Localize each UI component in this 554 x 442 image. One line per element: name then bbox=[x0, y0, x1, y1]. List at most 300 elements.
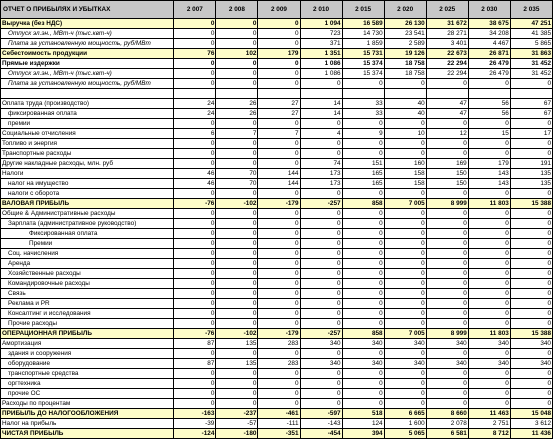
value-cell[interactable] bbox=[300, 89, 342, 99]
value-cell[interactable]: 26 479 bbox=[468, 59, 510, 69]
value-cell[interactable]: 0 bbox=[426, 319, 468, 329]
value-cell[interactable]: 0 bbox=[174, 209, 216, 219]
value-cell[interactable]: 0 bbox=[510, 189, 552, 199]
value-cell[interactable]: 0 bbox=[342, 369, 384, 379]
value-cell[interactable]: 1 094 bbox=[300, 19, 342, 29]
value-cell[interactable]: 0 bbox=[216, 259, 258, 269]
value-cell[interactable]: 4 467 bbox=[468, 39, 510, 49]
value-cell[interactable]: -76 bbox=[174, 199, 216, 209]
value-cell[interactable]: 0 bbox=[510, 389, 552, 399]
value-cell[interactable]: 0 bbox=[258, 139, 300, 149]
value-cell[interactable]: 0 bbox=[258, 389, 300, 399]
value-cell[interactable]: 0 bbox=[342, 389, 384, 399]
value-cell[interactable]: 15 374 bbox=[342, 59, 384, 69]
table-row[interactable] bbox=[1, 119, 553, 129]
value-cell[interactable]: 0 bbox=[468, 309, 510, 319]
value-cell[interactable]: 144 bbox=[258, 179, 300, 189]
value-cell[interactable]: 340 bbox=[510, 339, 552, 349]
value-cell[interactable]: 26 479 bbox=[468, 69, 510, 79]
value-cell[interactable]: 74 bbox=[300, 159, 342, 169]
value-cell[interactable]: 0 bbox=[216, 289, 258, 299]
value-cell[interactable] bbox=[342, 89, 384, 99]
value-cell[interactable]: 340 bbox=[468, 339, 510, 349]
value-cell[interactable]: 0 bbox=[216, 379, 258, 389]
value-cell[interactable]: 0 bbox=[426, 369, 468, 379]
value-cell[interactable]: 0 bbox=[300, 249, 342, 259]
value-cell[interactable]: 0 bbox=[174, 389, 216, 399]
value-cell[interactable]: 0 bbox=[468, 259, 510, 269]
value-cell[interactable]: 87 bbox=[174, 359, 216, 369]
value-cell[interactable]: 0 bbox=[258, 299, 300, 309]
value-cell[interactable]: 0 bbox=[300, 369, 342, 379]
value-cell[interactable]: 0 bbox=[342, 79, 384, 89]
value-cell[interactable]: 8 999 bbox=[426, 329, 468, 339]
value-cell[interactable]: 0 bbox=[426, 399, 468, 409]
value-cell[interactable]: 340 bbox=[384, 359, 426, 369]
value-cell[interactable]: 11 803 bbox=[468, 329, 510, 339]
value-cell[interactable]: 3 612 bbox=[510, 419, 552, 429]
value-cell[interactable]: 0 bbox=[216, 79, 258, 89]
table-row[interactable] bbox=[1, 349, 553, 359]
value-cell[interactable]: 0 bbox=[384, 229, 426, 239]
value-cell[interactable]: -111 bbox=[258, 419, 300, 429]
value-cell[interactable]: 14 bbox=[300, 109, 342, 119]
value-cell[interactable]: 23 541 bbox=[384, 29, 426, 39]
value-cell[interactable] bbox=[384, 89, 426, 99]
value-cell[interactable]: 0 bbox=[300, 299, 342, 309]
value-cell[interactable]: 0 bbox=[258, 149, 300, 159]
value-cell[interactable]: -102 bbox=[216, 329, 258, 339]
value-cell[interactable]: 0 bbox=[216, 239, 258, 249]
value-cell[interactable]: 15 731 bbox=[342, 49, 384, 59]
value-cell[interactable]: 0 bbox=[216, 369, 258, 379]
value-cell[interactable]: 143 bbox=[468, 169, 510, 179]
table-row[interactable] bbox=[1, 429, 553, 439]
value-cell[interactable]: 5 865 bbox=[510, 39, 552, 49]
value-cell[interactable]: 124 bbox=[342, 419, 384, 429]
value-cell[interactable]: -454 bbox=[300, 429, 342, 439]
value-cell[interactable]: 0 bbox=[510, 289, 552, 299]
value-cell[interactable]: 15 388 bbox=[510, 329, 552, 339]
value-cell[interactable]: 0 bbox=[342, 189, 384, 199]
value-cell[interactable]: 0 bbox=[174, 379, 216, 389]
value-cell[interactable]: 340 bbox=[468, 359, 510, 369]
value-cell[interactable]: 858 bbox=[342, 199, 384, 209]
value-cell[interactable]: 135 bbox=[216, 359, 258, 369]
table-row[interactable] bbox=[1, 409, 553, 419]
value-cell[interactable]: 0 bbox=[426, 229, 468, 239]
value-cell[interactable]: 143 bbox=[468, 179, 510, 189]
value-cell[interactable]: 0 bbox=[174, 19, 216, 29]
table-row[interactable] bbox=[1, 389, 553, 399]
value-cell[interactable]: 0 bbox=[510, 149, 552, 159]
value-cell[interactable]: 0 bbox=[468, 379, 510, 389]
value-cell[interactable] bbox=[426, 89, 468, 99]
value-cell[interactable]: 0 bbox=[216, 349, 258, 359]
table-row[interactable] bbox=[1, 159, 553, 169]
value-cell[interactable]: 56 bbox=[468, 99, 510, 109]
value-cell[interactable]: 0 bbox=[216, 389, 258, 399]
table-row[interactable] bbox=[1, 139, 553, 149]
value-cell[interactable]: 0 bbox=[384, 369, 426, 379]
value-cell[interactable]: 0 bbox=[426, 379, 468, 389]
value-cell[interactable]: 1 600 bbox=[384, 419, 426, 429]
value-cell[interactable]: 0 bbox=[342, 269, 384, 279]
value-cell[interactable]: 0 bbox=[468, 209, 510, 219]
value-cell[interactable]: 33 bbox=[342, 99, 384, 109]
value-cell[interactable]: 0 bbox=[174, 299, 216, 309]
value-cell[interactable]: 14 bbox=[300, 99, 342, 109]
value-cell[interactable]: 0 bbox=[384, 389, 426, 399]
value-cell[interactable]: 0 bbox=[510, 299, 552, 309]
value-cell[interactable]: 0 bbox=[510, 309, 552, 319]
value-cell[interactable]: 22 294 bbox=[426, 69, 468, 79]
table-row[interactable] bbox=[1, 309, 553, 319]
value-cell[interactable]: 0 bbox=[258, 59, 300, 69]
value-cell[interactable]: 2 589 bbox=[384, 39, 426, 49]
value-cell[interactable]: 0 bbox=[300, 279, 342, 289]
value-cell[interactable]: 1 086 bbox=[300, 59, 342, 69]
value-cell[interactable]: 0 bbox=[342, 219, 384, 229]
value-cell[interactable]: 0 bbox=[468, 139, 510, 149]
value-cell[interactable]: 340 bbox=[300, 339, 342, 349]
value-cell[interactable]: 0 bbox=[510, 229, 552, 239]
value-cell[interactable]: 0 bbox=[384, 219, 426, 229]
value-cell[interactable]: 160 bbox=[384, 159, 426, 169]
value-cell[interactable]: 15 388 bbox=[510, 199, 552, 209]
value-cell[interactable]: 0 bbox=[468, 79, 510, 89]
value-cell[interactable]: 24 bbox=[174, 99, 216, 109]
value-cell[interactable]: 0 bbox=[216, 159, 258, 169]
value-cell[interactable]: 340 bbox=[384, 339, 426, 349]
table-row[interactable] bbox=[1, 29, 553, 39]
value-cell[interactable]: 5 065 bbox=[384, 429, 426, 439]
value-cell[interactable]: 340 bbox=[426, 339, 468, 349]
value-cell[interactable]: 173 bbox=[300, 179, 342, 189]
value-cell[interactable]: 17 bbox=[510, 129, 552, 139]
value-cell[interactable]: 394 bbox=[342, 429, 384, 439]
value-cell[interactable]: 0 bbox=[258, 319, 300, 329]
value-cell[interactable]: 40 bbox=[384, 99, 426, 109]
table-row[interactable] bbox=[1, 419, 553, 429]
value-cell[interactable]: 158 bbox=[384, 169, 426, 179]
value-cell[interactable]: -237 bbox=[216, 409, 258, 419]
value-cell[interactable]: 47 bbox=[426, 99, 468, 109]
value-cell[interactable]: 26 bbox=[216, 99, 258, 109]
value-cell[interactable]: -124 bbox=[174, 429, 216, 439]
value-cell[interactable]: 0 bbox=[342, 289, 384, 299]
value-cell[interactable]: 0 bbox=[426, 219, 468, 229]
value-cell[interactable]: 46 bbox=[174, 169, 216, 179]
value-cell[interactable]: 0 bbox=[468, 299, 510, 309]
value-cell[interactable]: 7 bbox=[216, 129, 258, 139]
value-cell[interactable]: 0 bbox=[216, 119, 258, 129]
value-cell[interactable]: 0 bbox=[174, 189, 216, 199]
value-cell[interactable]: 0 bbox=[468, 119, 510, 129]
value-cell[interactable]: 3 401 bbox=[426, 39, 468, 49]
value-cell[interactable]: -257 bbox=[300, 329, 342, 339]
value-cell[interactable]: 0 bbox=[468, 149, 510, 159]
value-cell[interactable]: 0 bbox=[258, 219, 300, 229]
value-cell[interactable]: -257 bbox=[300, 199, 342, 209]
value-cell[interactable]: 0 bbox=[342, 239, 384, 249]
value-cell[interactable]: 0 bbox=[342, 229, 384, 239]
value-cell[interactable]: 0 bbox=[258, 229, 300, 239]
value-cell[interactable]: 0 bbox=[510, 379, 552, 389]
value-cell[interactable]: 0 bbox=[216, 59, 258, 69]
value-cell[interactable]: 150 bbox=[426, 169, 468, 179]
value-cell[interactable]: 0 bbox=[342, 379, 384, 389]
table-row[interactable] bbox=[1, 189, 553, 199]
value-cell[interactable]: 0 bbox=[426, 289, 468, 299]
value-cell[interactable]: -179 bbox=[258, 199, 300, 209]
value-cell[interactable]: 0 bbox=[216, 249, 258, 259]
value-cell[interactable]: 0 bbox=[342, 209, 384, 219]
value-cell[interactable]: 11 463 bbox=[468, 409, 510, 419]
value-cell[interactable]: 0 bbox=[510, 249, 552, 259]
value-cell[interactable]: 0 bbox=[468, 389, 510, 399]
value-cell[interactable]: 0 bbox=[174, 159, 216, 169]
value-cell[interactable]: 0 bbox=[258, 39, 300, 49]
table-row[interactable] bbox=[1, 249, 553, 259]
value-cell[interactable]: 135 bbox=[216, 339, 258, 349]
value-cell[interactable]: 858 bbox=[342, 329, 384, 339]
value-cell[interactable]: 10 bbox=[384, 129, 426, 139]
value-cell[interactable]: 340 bbox=[342, 359, 384, 369]
value-cell[interactable]: 6 bbox=[174, 129, 216, 139]
value-cell[interactable]: 18 758 bbox=[384, 59, 426, 69]
value-cell[interactable]: 0 bbox=[426, 259, 468, 269]
table-row[interactable] bbox=[1, 179, 553, 189]
value-cell[interactable]: 11 436 bbox=[510, 429, 552, 439]
table-row[interactable] bbox=[1, 339, 553, 349]
value-cell[interactable]: -180 bbox=[216, 429, 258, 439]
value-cell[interactable]: 0 bbox=[174, 149, 216, 159]
value-cell[interactable]: 0 bbox=[258, 399, 300, 409]
value-cell[interactable]: 15 bbox=[468, 129, 510, 139]
value-cell[interactable]: 0 bbox=[510, 319, 552, 329]
value-cell[interactable]: 0 bbox=[258, 309, 300, 319]
value-cell[interactable]: 0 bbox=[258, 269, 300, 279]
value-cell[interactable]: 0 bbox=[174, 219, 216, 229]
value-cell[interactable]: 0 bbox=[174, 29, 216, 39]
value-cell[interactable]: 0 bbox=[426, 149, 468, 159]
table-row[interactable] bbox=[1, 149, 553, 159]
value-cell[interactable]: 0 bbox=[174, 349, 216, 359]
value-cell[interactable]: 0 bbox=[300, 289, 342, 299]
value-cell[interactable]: 0 bbox=[216, 69, 258, 79]
value-cell[interactable]: 0 bbox=[426, 79, 468, 89]
table-row[interactable] bbox=[1, 379, 553, 389]
value-cell[interactable]: 0 bbox=[258, 249, 300, 259]
value-cell[interactable]: 26 130 bbox=[384, 19, 426, 29]
value-cell[interactable]: 0 bbox=[258, 369, 300, 379]
value-cell[interactable]: 0 bbox=[258, 189, 300, 199]
table-row[interactable] bbox=[1, 259, 553, 269]
value-cell[interactable]: 0 bbox=[174, 319, 216, 329]
value-cell[interactable]: 283 bbox=[258, 339, 300, 349]
value-cell[interactable]: 27 bbox=[258, 99, 300, 109]
value-cell[interactable]: 179 bbox=[468, 159, 510, 169]
value-cell[interactable]: 31 863 bbox=[510, 49, 552, 59]
value-cell[interactable]: 0 bbox=[258, 19, 300, 29]
value-cell[interactable]: 0 bbox=[426, 389, 468, 399]
value-cell[interactable]: 0 bbox=[300, 349, 342, 359]
value-cell[interactable]: 15 374 bbox=[342, 69, 384, 79]
value-cell[interactable]: 0 bbox=[426, 349, 468, 359]
value-cell[interactable]: 0 bbox=[174, 399, 216, 409]
value-cell[interactable]: 0 bbox=[216, 139, 258, 149]
value-cell[interactable]: 2 078 bbox=[426, 419, 468, 429]
table-row[interactable] bbox=[1, 209, 553, 219]
value-cell[interactable]: 0 bbox=[300, 139, 342, 149]
value-cell[interactable]: 0 bbox=[258, 379, 300, 389]
value-cell[interactable]: 0 bbox=[384, 269, 426, 279]
value-cell[interactable]: 0 bbox=[384, 189, 426, 199]
value-cell[interactable]: 0 bbox=[174, 229, 216, 239]
value-cell[interactable]: 0 bbox=[510, 209, 552, 219]
value-cell[interactable]: 27 bbox=[258, 109, 300, 119]
value-cell[interactable]: 0 bbox=[426, 209, 468, 219]
table-row[interactable] bbox=[1, 199, 553, 209]
table-row[interactable] bbox=[1, 109, 553, 119]
value-cell[interactable]: 0 bbox=[426, 269, 468, 279]
value-cell[interactable]: 0 bbox=[342, 399, 384, 409]
value-cell[interactable]: -143 bbox=[300, 419, 342, 429]
value-cell[interactable]: 0 bbox=[258, 289, 300, 299]
value-cell[interactable]: 0 bbox=[300, 219, 342, 229]
value-cell[interactable]: 2 751 bbox=[468, 419, 510, 429]
value-cell[interactable]: 0 bbox=[468, 349, 510, 359]
value-cell[interactable]: 8 712 bbox=[468, 429, 510, 439]
table-row[interactable] bbox=[1, 359, 553, 369]
table-row[interactable] bbox=[1, 99, 553, 109]
value-cell[interactable]: 0 bbox=[300, 389, 342, 399]
value-cell[interactable]: 191 bbox=[510, 159, 552, 169]
value-cell[interactable]: 340 bbox=[300, 359, 342, 369]
value-cell[interactable]: 340 bbox=[342, 339, 384, 349]
value-cell[interactable]: 0 bbox=[384, 249, 426, 259]
value-cell[interactable]: 0 bbox=[258, 69, 300, 79]
value-cell[interactable]: 24 bbox=[174, 109, 216, 119]
value-cell[interactable]: 0 bbox=[300, 269, 342, 279]
value-cell[interactable]: 0 bbox=[468, 279, 510, 289]
value-cell[interactable]: 70 bbox=[216, 179, 258, 189]
value-cell[interactable]: 0 bbox=[510, 369, 552, 379]
value-cell[interactable]: 31 672 bbox=[426, 19, 468, 29]
value-cell[interactable]: 0 bbox=[216, 219, 258, 229]
value-cell[interactable]: 0 bbox=[216, 269, 258, 279]
value-cell[interactable]: 0 bbox=[300, 319, 342, 329]
value-cell[interactable]: 0 bbox=[384, 149, 426, 159]
table-row[interactable] bbox=[1, 19, 553, 29]
value-cell[interactable]: 22 673 bbox=[426, 49, 468, 59]
value-cell[interactable]: 0 bbox=[468, 189, 510, 199]
value-cell[interactable]: 0 bbox=[342, 279, 384, 289]
value-cell[interactable]: 0 bbox=[174, 59, 216, 69]
value-cell[interactable]: 0 bbox=[258, 349, 300, 359]
value-cell[interactable]: 0 bbox=[300, 259, 342, 269]
table-row[interactable] bbox=[1, 39, 553, 49]
value-cell[interactable]: 0 bbox=[384, 319, 426, 329]
value-cell[interactable]: 0 bbox=[468, 399, 510, 409]
value-cell[interactable]: 14 730 bbox=[342, 29, 384, 39]
value-cell[interactable]: 76 bbox=[174, 49, 216, 59]
value-cell[interactable]: 0 bbox=[384, 119, 426, 129]
value-cell[interactable]: 0 bbox=[510, 119, 552, 129]
value-cell[interactable]: 0 bbox=[384, 299, 426, 309]
value-cell[interactable]: 0 bbox=[384, 259, 426, 269]
value-cell[interactable]: 0 bbox=[174, 289, 216, 299]
value-cell[interactable]: 165 bbox=[342, 179, 384, 189]
value-cell[interactable]: 0 bbox=[174, 139, 216, 149]
value-cell[interactable]: 0 bbox=[216, 39, 258, 49]
value-cell[interactable]: 0 bbox=[300, 239, 342, 249]
table-row[interactable] bbox=[1, 399, 553, 409]
value-cell[interactable]: 102 bbox=[216, 49, 258, 59]
value-cell[interactable]: 0 bbox=[174, 249, 216, 259]
value-cell[interactable]: 0 bbox=[300, 149, 342, 159]
value-cell[interactable]: 340 bbox=[426, 359, 468, 369]
value-cell[interactable]: 0 bbox=[216, 279, 258, 289]
value-cell[interactable]: -76 bbox=[174, 329, 216, 339]
value-cell[interactable]: 0 bbox=[342, 119, 384, 129]
value-cell[interactable]: 7 005 bbox=[384, 199, 426, 209]
value-cell[interactable]: 0 bbox=[426, 309, 468, 319]
value-cell[interactable]: 0 bbox=[384, 79, 426, 89]
table-row[interactable] bbox=[1, 299, 553, 309]
value-cell[interactable]: 31 452 bbox=[510, 59, 552, 69]
table-row[interactable] bbox=[1, 219, 553, 229]
value-cell[interactable]: 173 bbox=[300, 169, 342, 179]
table-row[interactable] bbox=[1, 169, 553, 179]
table-row[interactable] bbox=[1, 229, 553, 239]
value-cell[interactable]: 67 bbox=[510, 99, 552, 109]
value-cell[interactable]: 18 758 bbox=[384, 69, 426, 79]
value-cell[interactable]: 4 bbox=[300, 129, 342, 139]
value-cell[interactable]: 0 bbox=[216, 189, 258, 199]
value-cell[interactable]: 0 bbox=[258, 159, 300, 169]
value-cell[interactable]: 0 bbox=[342, 249, 384, 259]
value-cell[interactable]: 0 bbox=[510, 219, 552, 229]
value-cell[interactable]: 0 bbox=[468, 319, 510, 329]
value-cell[interactable]: 0 bbox=[300, 399, 342, 409]
value-cell[interactable] bbox=[510, 89, 552, 99]
value-cell[interactable]: 67 bbox=[510, 109, 552, 119]
value-cell[interactable]: 46 bbox=[174, 179, 216, 189]
value-cell[interactable]: 33 bbox=[342, 109, 384, 119]
value-cell[interactable]: 26 bbox=[216, 109, 258, 119]
value-cell[interactable]: 0 bbox=[510, 139, 552, 149]
value-cell[interactable]: 165 bbox=[342, 169, 384, 179]
value-cell[interactable]: 0 bbox=[468, 229, 510, 239]
value-cell[interactable]: 0 bbox=[216, 319, 258, 329]
value-cell[interactable]: 0 bbox=[510, 239, 552, 249]
value-cell[interactable]: 0 bbox=[216, 399, 258, 409]
value-cell[interactable]: 0 bbox=[426, 279, 468, 289]
value-cell[interactable]: 151 bbox=[342, 159, 384, 169]
value-cell[interactable]: 6 581 bbox=[426, 429, 468, 439]
value-cell[interactable]: 12 bbox=[426, 129, 468, 139]
value-cell[interactable]: 0 bbox=[510, 279, 552, 289]
value-cell[interactable]: 0 bbox=[510, 399, 552, 409]
value-cell[interactable]: 0 bbox=[258, 279, 300, 289]
value-cell[interactable]: 8 660 bbox=[426, 409, 468, 419]
value-cell[interactable]: 0 bbox=[510, 269, 552, 279]
value-cell[interactable]: 150 bbox=[426, 179, 468, 189]
table-row[interactable] bbox=[1, 79, 553, 89]
value-cell[interactable]: 0 bbox=[258, 239, 300, 249]
